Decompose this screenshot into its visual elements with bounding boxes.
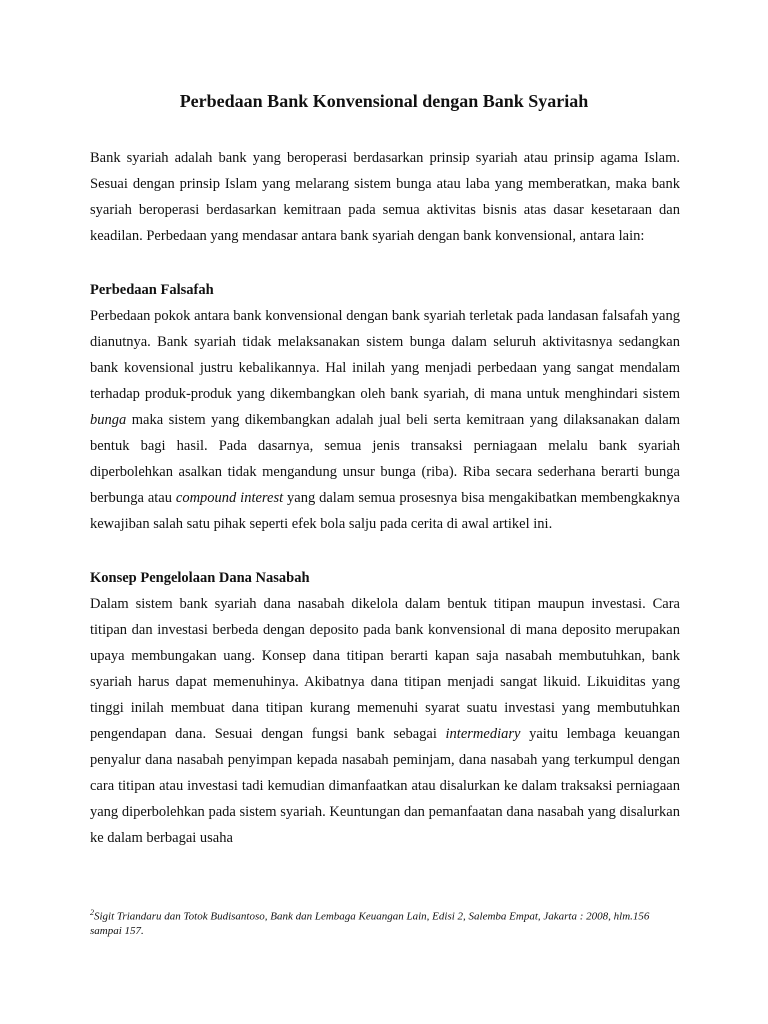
- section-paragraph-pengelolaan-dana: [90, 591, 680, 851]
- paragraph-text: maka sistem yang dikembangkan adalah jual beli serta kemitraan yang dilaksanakan dalam bentuk bagi hasil. Pada dasarnya, semua jenis transaksi perniagaan melalu bank syariah diperbolehkan asalkan tidak mengandung unsur bunga (riba). Riba secara sederhana berarti bunga berbunga atau: [90, 412, 680, 506]
- document-title: Perbedaan Bank Konvensional dengan Bank Syariah: [179, 91, 589, 111]
- section-heading-falsafah: Perbedaan Falsafah: [90, 282, 214, 298]
- footnote: [90, 906, 680, 938]
- italic-term: intermediary: [445, 726, 521, 742]
- footnote-text: Sigit Triandaru dan Totok Budisantoso, Bank dan Lembaga Keuangan Lain, Edisi 2, Salemba Empat, Jakarta : 2008, hlm.156 sampai 157.: [90, 910, 650, 937]
- italic-term: compound interest: [175, 490, 284, 506]
- intro-paragraph: Bank syariah adalah bank yang beroperasi berdasarkan prinsip syariah atau prinsip agama Islam. Sesuai dengan prinsip Islam yang melarang sistem bunga atau laba yang memberatkan, maka bank syariah beroperasi berdasarkan kemitraan pada semua aktivitas bisnis atas dasar kesetaraan dan keadilan. Perbedaan yang mendasar antara bank syariah dengan bank konvensional, antara lain:: [90, 150, 680, 244]
- footnote-number: 2: [90, 908, 94, 917]
- paragraph-text: yang dalam semua prosesnya bisa mengakibatkan membengkaknya kewajiban salah satu pihak seperti efek bola salju pada cerita di awal artikel ini.: [90, 490, 680, 532]
- section-heading-pengelolaan-dana: Konsep Pengelolaan Dana Nasabah: [90, 570, 310, 586]
- paragraph-text: Perbedaan pokok antara bank konvensional dengan bank syariah terletak pada landasan falsafah yang dianutnya. Bank syariah tidak melaksanakan sistem bunga dalam seluruh aktivitasnya sedangkan bank kovensional justru kebalikannya. Hal inilah yang menjadi perbedaan yang sangat mendalam terhadap produk-produk yang dikembangkan oleh bank syariah, di mana untuk menghindari sistem: [90, 308, 680, 402]
- section-paragraph-falsafah: [90, 303, 680, 537]
- paragraph-text: Dalam sistem bank syariah dana nasabah dikelola dalam bentuk titipan maupun investasi. Cara titipan dan investasi berbeda dengan deposito pada bank konvensional di mana deposito merupakan upaya membungakan uang. Konsep dana titipan berarti kapan saja nasabah membutuhkan, bank syariah harus dapat memenuhinya. Akibatnya dana titipan menjadi sangat likuid. Likuiditas yang tinggi inilah membuat dana titipan kurang memenuhi syarat suatu investasi yang membutuhkan pengendapan dana. Sesuai dengan fungsi bank sebagai: [90, 596, 680, 742]
- document-body: [90, 145, 680, 851]
- italic-term: bunga: [90, 412, 127, 428]
- paragraph-text: yaitu lembaga keuangan penyalur dana nasabah penyimpan kepada nasabah peminjam, dana nasabah yang terkumpul dengan cara titipan atau investasi tadi kemudian dimanfaatkan atau disalurkan ke dalam traksaksi perniagaan yang diperbolehkan pada sistem syariah. Keuntungan dan pemanfaatan dana nasabah yang disalurkan ke dalam berbagai usaha: [90, 726, 680, 846]
